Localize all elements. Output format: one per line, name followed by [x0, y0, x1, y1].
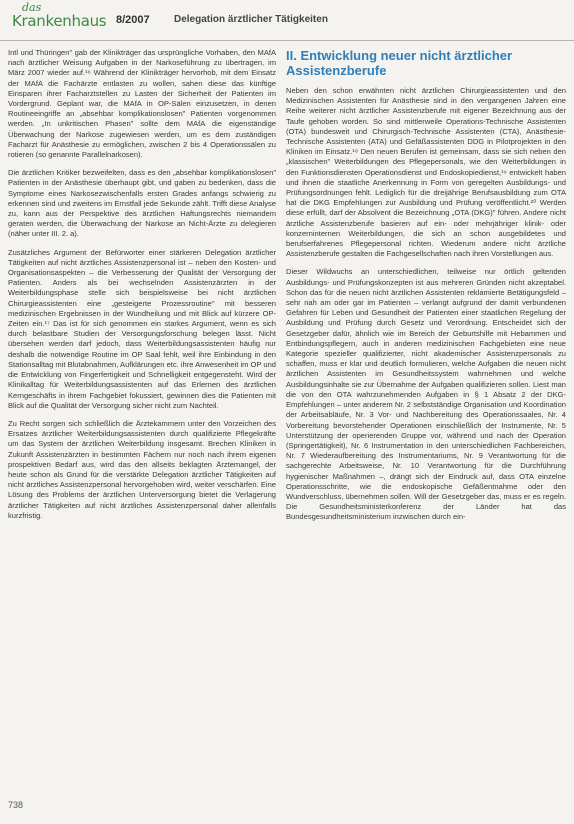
body-paragraph: Neben den schon erwähnten nicht ärztlichen Chirurgieassistenten und den Medizinischen Assistenten für Anästhesie sind in den vergangenen Jahren eine Reihe weiterer nicht ärztlicher Assistenzberufe mit eigener Bezeichnung aus der Taufe gehoben worden. So sind mittlerweile Operations-Technische Assistenten (OTA) bundesweit und Chirurgisch-Technische Assistenten (CTA), Anästhesie-Technische Assistenten (ATA) und Gefäßassistenten DDG in Pilotprojekten in den Kliniken im Einsatz.¹⁸ Den neuen Berufen ist gemeinsam, dass sie sich neben den „klassischen" Weiterbildungen des Pflegepersonals, wie den Weiterbildungen in den Funktionsdiensten Operationsdienst und Endoskopiedienst,¹⁹ entwickelt haben und ihnen die staatliche Anerkennung in Form von geregelten Ausbildungs- und Prüfungsordnungen fehlt. Lediglich für die dreijährige Berufsausbildung zum OTA hat die DKG Empfehlungen zur Ausbildung und Prüfung veröffentlicht.²⁰ Werden diese erfüllt, darf der Absolvent die Bezeichnung „OTA (DKG)" führen. Andere nicht ärztliche Assistenzberufe basieren auf ein- oder mehrjähriger klinik- oder konzerninternen Weiterbildungen, die sich an schon ausgebildetes und berufserfahrenes Pflegepersonal richten. Wiederum andere nicht ärztliche Assistenzberufe gestalten die Fachgesellschaften nach ihren Vorstellungen aus. [286, 86, 566, 259]
issue-number: 8/2007 [116, 14, 150, 26]
left-column [8, 48, 276, 529]
logo-top-text: das [22, 1, 42, 14]
body-paragraph: Zu Recht sorgen sich schließlich die Ärztekammern unter den Vorzeichen des Ersatzes ärztlicher Weiterbildungsassistenten durch qualifizierte Pflegekräfte um das System der ärztlichen Weiterbildung insgesamt. Brechen Kliniken in Zukunft Assistenzärzten in bestimmten Fächern nur noch nach ihrem eigenen prospektiven Bedarf aus, wird das den allseits beklagten Ärztemangel, der heute schon als Grund für die verstärkte Delegation ärztlicher Tätigkeiten auf nicht ärztliches Assistenzpersonal hervorgehoben wird, weiter verschärfen. Eine Lösung des Problems der ärztlichen Unterversorgung bietet die Verlagerung ärztlicher Tätigkeiten auf nicht ärztliches Assistenzpersonal daher allenfalls kurzfristig. [8, 418, 276, 520]
logo-main-text: Krankenhaus [12, 12, 107, 30]
section-heading: II. Entwicklung neuer nicht ärztlicher Assistenzberufe [286, 48, 513, 78]
running-title: Delegation ärztlicher Tätigkeiten [174, 14, 328, 25]
right-column [286, 48, 566, 531]
body-paragraph: Intl und Thüringen" gab der Klinikträger das ursprüngliche Vorhaben, den MAfA nach ärztlicher Weisung Aufgaben in der Narkoseführung zu übertragen, im März 2007 wieder auf.¹⁶ Während der Klinikträger hervorhob, mit dem Einsatz der MAfA die Fachärzte entlasten zu wollen, sahen diese das künftige Einsparen ihrer Facharztstellen zu Lasten der Sicherheit der Patienten im Vordergrund. Geplant war, die MAfA in OP-Sälen einzusetzen, in denen Routineeingriffe an „absehbar komplikationslosen" Patienten vorgenommen werden. „In unkritischen Phasen" sollte dem MAfA die eigenständige Überwachung der Narkose zugewiesen werden, um es dem zuständigen Facharzt für Anästhesie zu ermöglichen, zwischen 2 bis 4 Operationssälen zu rotieren (so genannte Parallelnarkosen). [8, 48, 276, 160]
page-header [0, 0, 574, 41]
body-paragraph: Zusätzliches Argument der Befürworter einer stärkeren Delegation ärztlicher Tätigkeiten auf nicht ärztliches Assistenzpersonal ist – neben den Kosten- und Organisationsaspekten – die Verbesserung der Qualität der Versorgung der Patienten. Anders als bei wechselnden Assistenzärzten in der Weiterbildungsphase stelle sich beispielsweise bei nicht ärztlichen Chirurgieassistenten eine „gesteigerte Prozessroutine" mit besseren medizinischen Ergebnissen in der Wundheilung und mit Blick auf kürzere OP-Zeiten ein.¹⁷ Das ist für sich genommen ein starkes Argument, wenn es sich durch belastbare Studien der Versorgungsforschung belegen lässt. Nicht übersehen werden darf jedoch, dass Weiterbildungsassistenten häufig nur deshalb die notwendige Routine im OP Saal fehlt, weil ihre Einbindung in den Stationsalltag mit Blutabnahmen, Aufklärungen etc. ihre Anwesenheit im OP und die Entwicklung von Fingerfertigkeit und Schnelligkeit entgegensteht. Wird der Klinikalltag für Weiterbildungsassistenten auf das Erlernen des ärztlichen Kerngeschäfts in ihrem Fachgebiet fokussiert, gewinnen dies die Patienten mit Blick auf die Qualität der Versorgung sicher nicht zum Nachteil. [8, 247, 276, 410]
body-paragraph: Dieser Wildwuchs an unterschiedlichen, teilweise nur örtlich geltenden Ausbildungs- und Prüfungskonzepten ist aus mehreren Gründen nicht akzeptabel. Schon das für die neuen nicht ärztlichen Assistenten reklamierte Betätigungsfeld – sehr nah am oder gar im Patienten – verlangt aufgrund der damit verbundenen Gefahren für Leben und Gesundheit der Patienten einer staatlichen Regelung der Ausbildung und Prüfung durch Gesetz und Verordnung. Entscheidet sich der Gesetzgeber dafür, ähnlich wie im Bereich der Geburtshilfe mit Hebammen und Entbindungspflegern, auch in anderen medizinischen Fachgebieten eine neue Kategorie spezieller qualifizierter, nicht akademischer Assistenzpersonals zu schaffen, muss er klar und deutlich formulieren, welche Aufgaben die neuen nicht ärztlichen Assistenten im Gesundheitssystem wahrnehmen und welche Ausbildungsinhalte sie zur Übernahme der Aufgaben qualifizieren sollen. Liest man die von den OTA wahrzunehmenden Aufgaben in § 1 Absatz 2 der DKG-Empfehlungen – unter anderem Nr. 2 selbstständige Organisation und Koordination der Arbeitsabläufe, Nr. 3 Vor- und Nachbereitung des Operationssaales, Nr. 4 Vorbereitung bevorstehender Operationen einschließlich der Instrumente, Nr. 5 Unterstützung der operierenden Gruppe vor, während und nach der Operation (Springertätigkeit), Nr. 6 Instrumentation in den unterschiedlichen Fachbereichen, Nr. 7 Wiederaufbereitung des Instrumentariums, Nr. 9 Verantwortung für die sachgerechte Arbeitsweise, Nr. 10 Verantwortung für die Durchführung hygienischer Maßnahmen –, drängt sich der Eindruck auf, dass OTA einzelne Operationsschritte, wie die endoskopische Gefäßentnahme oder den Wundverschluss, übernehmen sollen. Will der Gesetzgeber das, muss er es regeln. Die Gesundheitsministerkonferenz der Länder hat das Bundesgesundheitsministerium inzwischen durch ein- [286, 267, 566, 522]
das-krankenhaus-logo [12, 2, 108, 36]
body-paragraph: Die ärztlichen Kritiker bezweifelten, dass es den „absehbar komplikationslosen" Patienten in der Anästhesie überhaupt gibt, und gaben zu bedenken, dass die Symptome eines Narkosezwischenfalls ersten Grades anfangs schwierig zu erkennen sind und zweitens im Ernstfall jede Sekunde zählt. Trifft diese Analyse zu, kann aus der Perspektive des ärztlichen Haftungsrechts niemandem geraten werden, die Überwachung der Narkose an Nicht-Ärzte zu delegieren (näher unter III. 2. a). [8, 168, 276, 239]
page-number: 738 [8, 800, 24, 810]
